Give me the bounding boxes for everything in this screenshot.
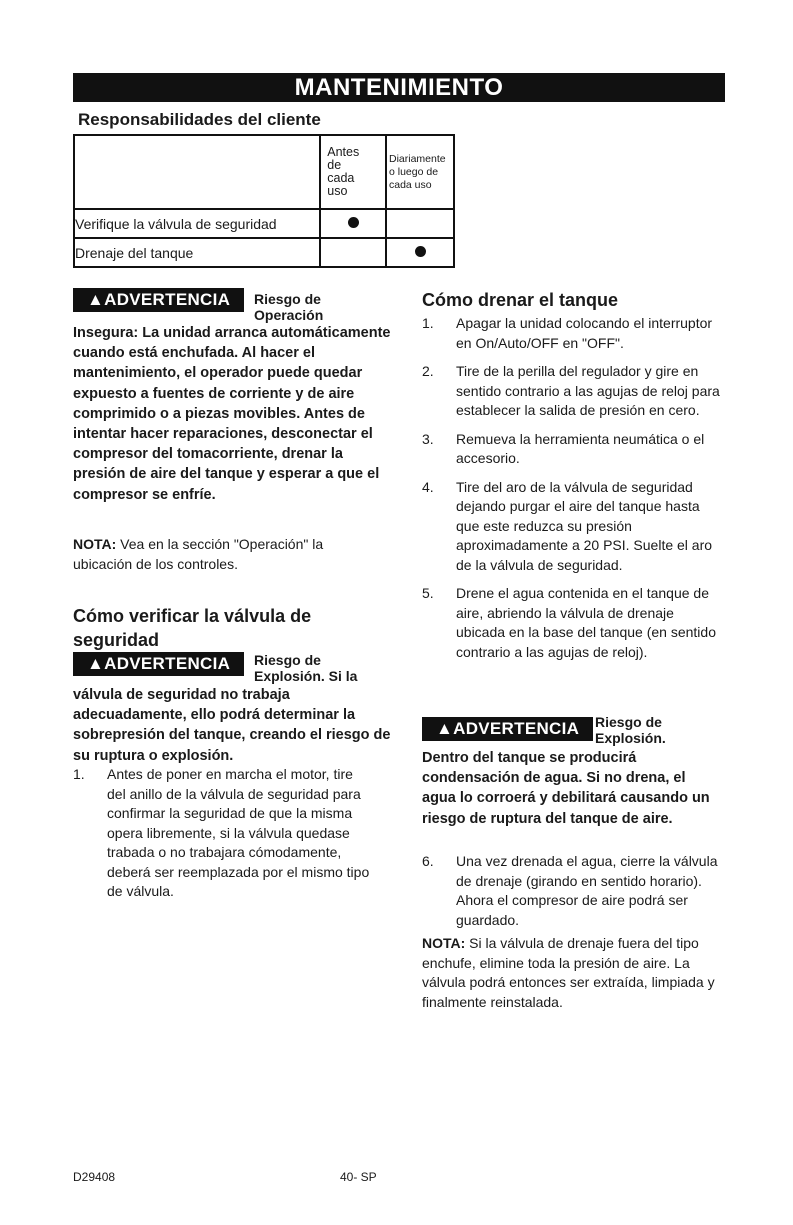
note-drain-valve [422,934,718,1012]
step-text: Tire de la perilla del regulador y gire en sentido contrario a las agujas de reloj para establecer la salida de presión en cero. [456,363,720,418]
step-number: 5. [422,585,434,601]
list-item [422,430,722,469]
step-text: Tire del aro de la válvula de seguridad dejando purgar el aire del tanque hasta que este reduzca su presión aproximadamente a 20 PSI. Suelte el aro de la válvula de seguridad. [456,478,713,573]
filled-dot-icon [348,217,359,228]
warning-risk-2-line1: Riesgo de [254,652,321,668]
table-header-row [74,135,454,209]
step-number: 3. [422,430,434,447]
empty-cell [386,209,454,238]
list-item [422,362,722,421]
step-number: 4. [422,478,434,495]
check-cell-before-use [320,209,386,238]
filled-dot-icon [415,246,426,257]
drain-section-title: Cómo drenar el tanque [422,290,619,310]
step-number: 6. [422,853,434,869]
table-row [74,238,454,267]
warning-risk-2 [254,652,357,684]
note-text: Vea en la sección "Operación" la ubicación de los controles. [73,536,324,572]
page-title: MANTENIMIENTO [73,73,725,102]
table-row [74,209,454,238]
warning-risk-1-line1: Riesgo de [254,291,321,307]
column-header-daily-label: Diariamente o luego de cada uso [389,152,446,191]
empty-cell [320,238,386,267]
step-number: 1. [73,766,85,782]
step-text: Apagar la unidad colocando el interruptor en On/Auto/OFF en "OFF". [456,315,713,351]
step-text: Drene el agua contenida en el tanque de aire, abriendo la válvula de drenaje ubicada en la base del tanque (en sentido contrario a las agujas de reloj). [456,585,716,660]
warning-risk-1-line2: Operación [254,307,324,323]
row-label-safety-valve: Verifique la válvula de seguridad [74,209,320,238]
note-label: NOTA: [73,536,117,552]
row-label-tank-drain: Drenaje del tanque [74,238,320,267]
column-header-before-use [320,135,386,209]
step-text: Antes de poner en marcha el motor, tire del anillo de la válvula de seguridad para confirmar la seguridad de que la misma opera libremente, si la válvula quedase trabada o no trabajara cómodamente, deberá ser reemplazada por el mismo tipo de válvula. [107,766,370,899]
list-item [422,478,722,576]
step-text: Remueva la herramienta neumática o el accesorio. [456,430,705,466]
warning-risk-3-line2: Explosión. [595,730,666,746]
page-number: 40- SP [340,1170,377,1184]
warning-badge-3: ▲ADVERTENCIA [422,717,593,741]
warning-risk-2-line2: Explosión. Si la [254,668,358,684]
responsibilities-table [73,134,455,268]
warning-badge-1: ▲ADVERTENCIA [73,288,244,312]
warning-risk-3 [595,714,666,746]
drain-steps [422,314,722,671]
check-cell-daily [386,238,454,267]
note-label: NOTA: [422,935,466,951]
step-text: Una vez drenada el agua, cierre la válvula de drenaje (girando en sentido horario). Ahora el compresor de aire podrá ser guardado. [456,853,718,928]
warning-text-3: Dentro del tanque se producirá condensación de agua. Si no drena, el agua lo corroerá y debilitará causando un riesgo de ruptura del tanque de aire. [422,750,710,827]
valve-section-title: Cómo verificar la válvula de seguridad [73,606,312,650]
warning-badge-2: ▲ADVERTENCIA [73,652,244,676]
warning-text-2: válvula de seguridad no trabaja adecuadamente, ello podrá determinar la sobrepresión del tanque, creando el riesgo de su ruptura o explosión. [73,687,391,764]
warning-risk-3-line1: Riesgo de [595,714,662,730]
note-text: Si la válvula de drenaje fuera del tipo enchufe, elimine toda la presión de aire. La válvula podrá entonces ser extraída, limpiada y finalmente reinstalada. [422,935,715,1010]
step-number: 1. [422,315,434,331]
warning-text-1: Insegura: La unidad arranca automáticamente cuando está enchufada. Al hacer el mantenimiento, el operador puede quedar expuesto a fuentes de corriente y de aire comprimido o a piezas movibles. Antes de intentar hacer reparaciones, desconectar el compresor del tomacorriente, drenar la presión de aire del tanque y esperar a que el compresor se enfríe. [73,325,391,503]
list-item [422,584,722,662]
drain-step-6 [422,852,722,939]
valve-steps [73,765,373,911]
list-item [422,314,722,353]
column-header-before-use-label: Antes de cada uso [327,145,360,198]
table-header-empty-cell [74,135,320,209]
document-code: D29408 [73,1170,116,1184]
step-number: 2. [422,363,434,379]
section-title-responsibilities: Responsabilidades del cliente [78,110,321,129]
warning-risk-1 [254,291,323,323]
list-item [422,852,722,930]
column-header-daily [386,135,454,209]
note-operation [73,535,383,574]
list-item [73,765,373,902]
